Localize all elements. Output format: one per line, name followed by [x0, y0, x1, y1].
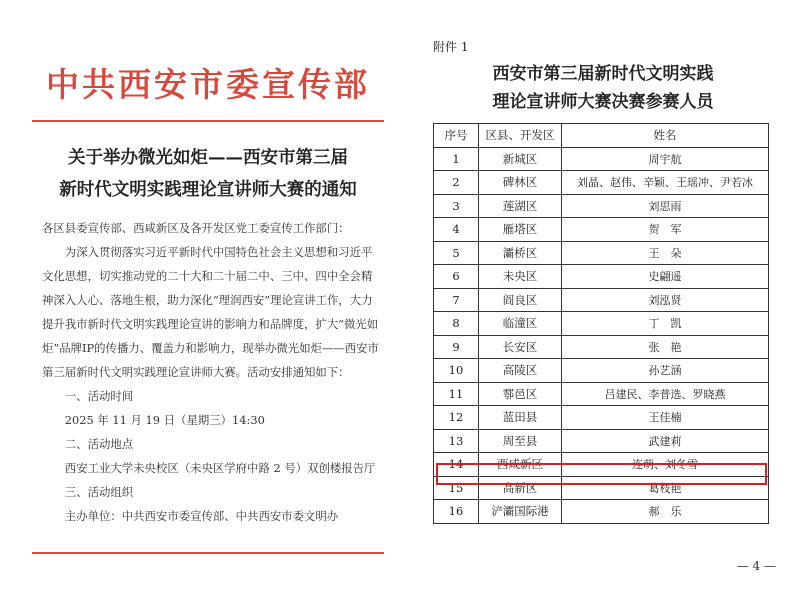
notice-title: [32, 142, 384, 206]
row-names: 张 艳: [562, 335, 769, 359]
table-row: [434, 241, 769, 265]
notice-title-line-2: 新时代文明实践理论宣讲师大赛的通知: [59, 180, 357, 200]
header-district: 区县、开发区: [479, 124, 562, 148]
table-row: [434, 335, 769, 359]
row-names: 吕建民、李普选、罗晓燕: [562, 382, 769, 406]
roster-title: [433, 60, 773, 116]
attachment-page: [415, 0, 800, 600]
row-number: 5: [434, 241, 479, 265]
addressee: 各区县委宣传部、西咸新区及各开发区党工委宣传工作部门：: [42, 221, 350, 235]
row-number: 4: [434, 218, 479, 242]
attachment-label: 附件 1: [433, 40, 469, 54]
row-names: 武建莉: [562, 429, 769, 453]
row-names: 刘晶、赵伟、辛颖、王瑶冲、尹若冰: [562, 171, 769, 195]
row-district: 蓝田县: [479, 406, 562, 430]
row-number: 3: [434, 194, 479, 218]
table-row: [434, 359, 769, 383]
row-names: 孙艺涵: [562, 359, 769, 383]
table-row: [434, 171, 769, 195]
section-body-venue: 西安工业大学未央校区（未央区学府中路 2 号）双创楼报告厅: [64, 461, 376, 475]
row-names: 葛枝艳: [562, 476, 769, 500]
table-row: [434, 453, 769, 477]
row-names: 贺 军: [562, 218, 769, 242]
row-number: 2: [434, 171, 479, 195]
row-names: 丁 凯: [562, 312, 769, 336]
table-row: [434, 476, 769, 500]
row-names: 郝 乐: [562, 500, 769, 524]
row-district: 高陵区: [479, 359, 562, 383]
table-row: [434, 312, 769, 336]
row-number: 10: [434, 359, 479, 383]
table-row: [434, 429, 769, 453]
roster-title-line-1: 西安市第三届新时代文明实践: [492, 64, 714, 84]
row-number: 8: [434, 312, 479, 336]
row-district: 雁塔区: [479, 218, 562, 242]
row-district: 高新区: [479, 476, 562, 500]
row-district: 阎良区: [479, 288, 562, 312]
row-number: 13: [434, 429, 479, 453]
red-divider-top: [32, 120, 384, 122]
table-row: [434, 500, 769, 524]
table-row: [434, 406, 769, 430]
row-district: 临潼区: [479, 312, 562, 336]
issuer-header: 中共西安市委宣传部: [46, 65, 370, 104]
row-district: 西咸新区: [479, 453, 562, 477]
row-names: 刘思雨: [562, 194, 769, 218]
section-heading-venue: 二、活动地点: [64, 437, 134, 451]
table-row: [434, 147, 769, 171]
row-district: 新城区: [479, 147, 562, 171]
row-district: 鄠邑区: [479, 382, 562, 406]
row-names: 王 朵: [562, 241, 769, 265]
row-number: 12: [434, 406, 479, 430]
row-number: 9: [434, 335, 479, 359]
table-row: [434, 265, 769, 289]
row-district: 莲湖区: [479, 194, 562, 218]
section-body-time: 2025 年 11 月 19 日（星期三）14:30: [64, 413, 265, 427]
row-district: 碑林区: [479, 171, 562, 195]
finalist-table: [433, 123, 769, 524]
row-names: 周宇航: [562, 147, 769, 171]
header-number: 序号: [434, 124, 479, 148]
table-row: [434, 382, 769, 406]
table-row: [434, 194, 769, 218]
row-names: 史翩遥: [562, 265, 769, 289]
table-body: [434, 147, 769, 523]
table-row: [434, 218, 769, 242]
section-body-organization: 主办单位：中共西安市委宣传部、中共西安市委文明办: [64, 509, 339, 523]
row-number: 1: [434, 147, 479, 171]
row-district: 未央区: [479, 265, 562, 289]
row-names: 刘泓贤: [562, 288, 769, 312]
row-district: 灞桥区: [479, 241, 562, 265]
header-names: 姓名: [562, 124, 769, 148]
red-divider-bottom: [32, 552, 384, 554]
row-number: 16: [434, 500, 479, 524]
row-number: 14: [434, 453, 479, 477]
row-district: 浐灞国际港: [479, 500, 562, 524]
table-row: [434, 288, 769, 312]
notice-body: [42, 216, 380, 528]
row-district: 周至县: [479, 429, 562, 453]
section-heading-time: 一、活动时间: [64, 389, 134, 403]
row-number: 6: [434, 265, 479, 289]
row-names: 王佳楠: [562, 406, 769, 430]
row-number: 11: [434, 382, 479, 406]
row-number: 7: [434, 288, 479, 312]
intro-paragraph: 为深入贯彻落实习近平新时代中国特色社会主义思想和习近平文化思想，切实推动党的二十大和二十届二中、三中、四中全会精神深入人心、落地生根，助力深化“理润西安”理论宣讲工作，大力提升我市新时代文明实践理论宣讲的影响力和品牌度，扩大“微光如炬”品牌IP的传播力、覆盖力和影响力，现举办微光如炬——西安市第三届新时代文明实践理论宣讲师大赛。活动安排通知如下：: [42, 245, 379, 379]
row-names: 连萌、刘冬雪: [562, 453, 769, 477]
table-header-row: [434, 124, 769, 148]
row-number: 15: [434, 476, 479, 500]
roster-title-line-2: 理论宣讲师大赛决赛参赛人员: [492, 92, 714, 112]
page-number: — 4 —: [736, 559, 776, 573]
row-district: 长安区: [479, 335, 562, 359]
section-heading-organization: 三、活动组织: [64, 485, 134, 499]
notice-title-line-1: 关于举办微光如炬——西安市第三届: [68, 148, 348, 168]
